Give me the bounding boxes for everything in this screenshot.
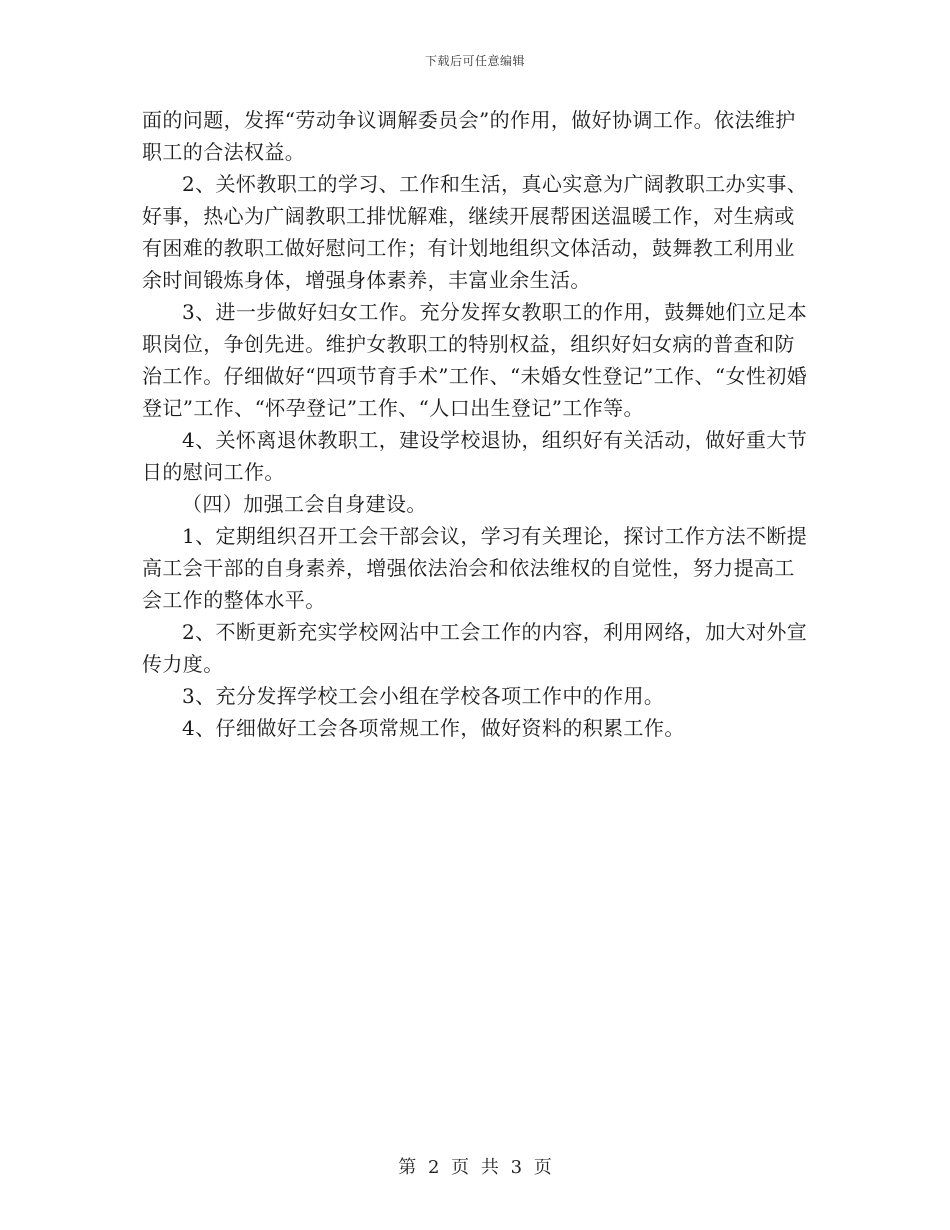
paragraph-1: 面的问题，发挥“劳动争议调解委员会”的作用，做好协调工作。依法维护职工的合法权益。 (142, 108, 796, 164)
paragraph-7: 2、不断更新充实学校网沾中工会工作的内容，利用网络，加大对外宣传力度。 (142, 620, 808, 676)
section-heading: （四）加强工会自身建设。 (182, 492, 427, 516)
paragraph-4: 4、关怀离退休教职工，建设学校退协，组织好有关活动，做好重大节日的慰问工作。 (142, 428, 808, 484)
paragraph-8: 3、充分发挥学校工会小组在学校各项工作中的作用。 (182, 684, 665, 708)
paragraph-2: 2、关怀教职工的学习、工作和生活，真心实意为广阔教职工办实事、好事，热心为广阔教职工排忧解难，继续开展帮困送温暖工作，对生病或有困难的教职工做好慰问工作；有计划地组织文体活动，鼓舞教工利用业余时间锻炼身体，增强身体素养，丰富业余生活。 (142, 172, 808, 292)
document-body (142, 104, 810, 744)
page-number: 第 2 页 共 3 页 (398, 1157, 552, 1178)
page-header: 下载后可任意编辑 (424, 54, 525, 68)
paragraph-9: 4、仔细做好工会各项常规工作，做好资料的积累工作。 (182, 716, 685, 740)
paragraph-3: 3、进一步做好妇女工作。充分发挥女教职工的作用，鼓舞她们立足本职岗位，争创先进。维护女教职工的特别权益，组织好妇女病的普查和防治工作。仔细做好“四项节育手术”工作、“未婚女性登记”工作、“女性初婚登记”工作、“怀孕登记”工作、“人口出生登记”工作等。 (142, 300, 808, 420)
paragraph-6: 1、定期组织召开工会干部会议，学习有关理论，探讨工作方法不断提高工会干部的自身素养，增强依法治会和依法维权的自觉性，努力提高工会工作的整体水平。 (142, 524, 808, 612)
